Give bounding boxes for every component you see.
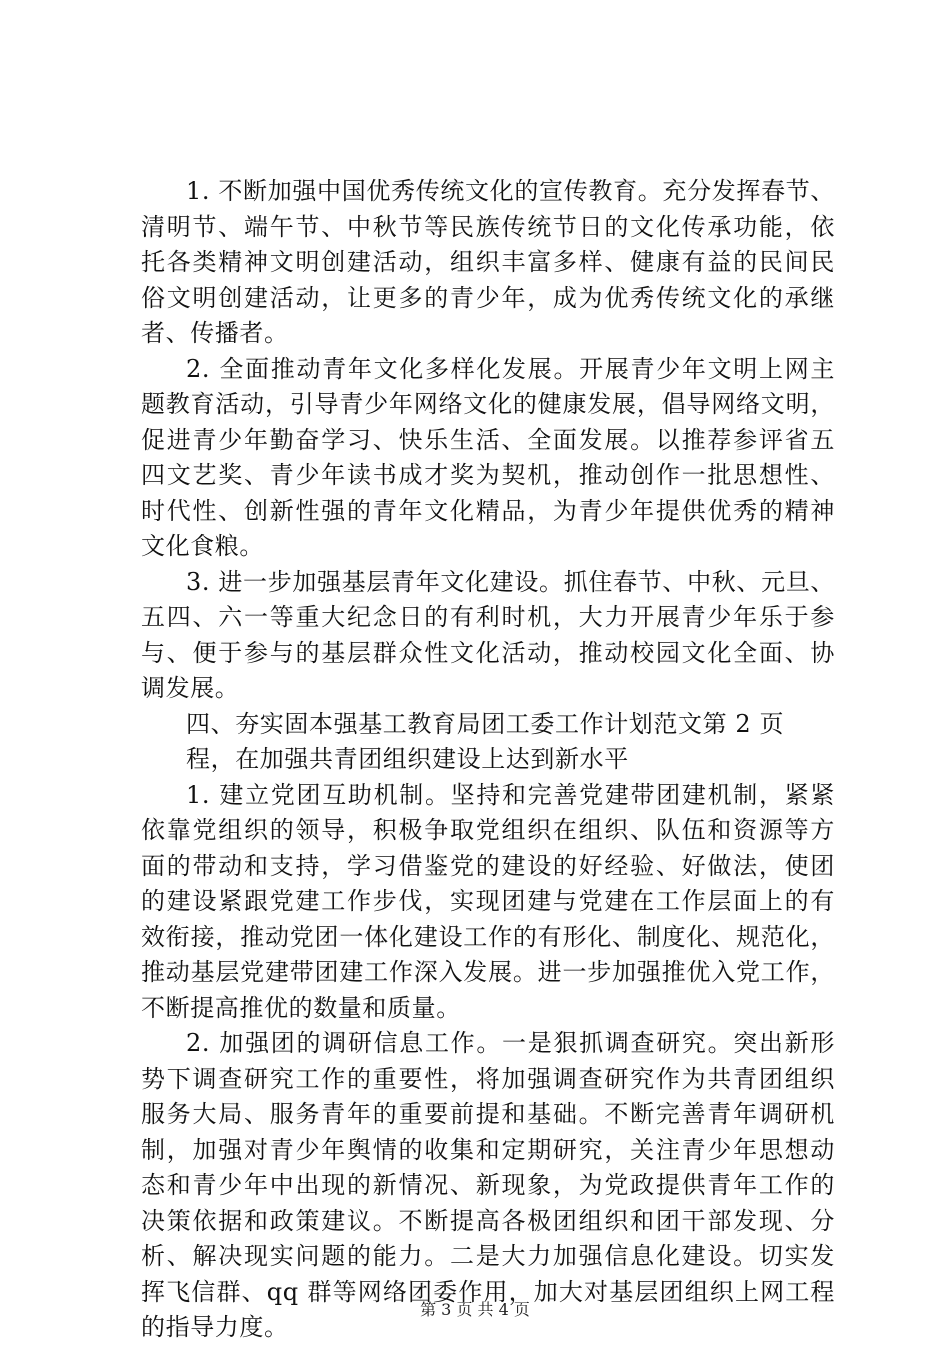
- text-line: 托各类精神文明创建活动，组织丰富多样、健康有益的民间民: [141, 248, 835, 276]
- text-line: 题教育活动，引导青少年网络文化的健康发展，倡导网络文明，: [141, 390, 835, 418]
- text-line: 1. 不断加强中国优秀传统文化的宣传教育。充分发挥春节、: [186, 177, 835, 205]
- text-line: 2. 全面推动青年文化多样化发展。开展青少年文明上网主: [186, 354, 835, 383]
- text-line: 不断提高推优的数量和质量。: [141, 993, 461, 1022]
- text-line: 者、传播者。: [141, 319, 289, 347]
- text-line: 2. 加强团的调研信息工作。一是狠抓调查研究。突出新形: [186, 1029, 835, 1057]
- text-line: 依靠党组织的领导，积极争取党组织在组织、队伍和资源等方: [141, 816, 835, 844]
- text-line: 的建设紧跟党建工作步伐，实现团建与党建在工作层面上的有: [141, 887, 835, 915]
- text-line: 决策依据和政策建议。不断提高各极团组织和团干部发现、分: [141, 1206, 835, 1235]
- text-line: 态和青少年中出现的新情况、新现象，为党政提供青年工作的: [141, 1171, 835, 1199]
- text-line: 的指导力度。: [141, 1313, 289, 1341]
- text-line: 挥飞信群、qq 群等网络团委作用，加大对基层团组织上网工程: [141, 1277, 835, 1306]
- text-line: 效衔接，推动党团一体化建设工作的有形化、制度化、规范化，: [141, 922, 835, 951]
- text-line: 五四、六一等重大纪念日的有利时机，大力开展青少年乐于参: [141, 603, 835, 631]
- text-line: 推动基层党建带团建工作深入发展。进一步加强推优入党工作，: [141, 958, 835, 986]
- document-body: [141, 174, 835, 1346]
- text-line: 势下调查研究工作的重要性，将加强调查研究作为共青团组织: [141, 1064, 835, 1093]
- text-line: 与、便于参与的基层群众性文化活动，推动校园文化全面、协: [141, 638, 835, 667]
- text-line: 制，加强对青少年舆情的收集和定期研究，关注青少年思想动: [141, 1135, 835, 1164]
- text-line: 文化食粮。: [141, 532, 264, 560]
- text-line: 服务大局、服务青年的重要前提和基础。不断完善青年调研机: [141, 1100, 835, 1128]
- text-line: 面的带动和支持，学习借鉴党的建设的好经验、好做法，使团: [141, 851, 835, 880]
- text-line: 促进青少年勤奋学习、快乐生活、全面发展。以推荐参评省五: [141, 425, 835, 454]
- text-line: 时代性、创新性强的青年文化精品，为青少年提供优秀的精神: [141, 496, 835, 525]
- text-line: 析、解决现实问题的能力。二是大力加强信息化建设。切实发: [141, 1242, 835, 1270]
- text-line: 调发展。: [141, 674, 240, 702]
- text-line: 四文艺奖、青少年读书成才奖为契机，推动创作一批思想性、: [141, 461, 835, 489]
- text-line: 清明节、端午节、中秋节等民族传统节日的文化传承功能，依: [141, 212, 835, 241]
- text-line: 程，在加强共青团组织建设上达到新水平: [186, 745, 629, 773]
- text-line: 俗文明创建活动，让更多的青少年，成为优秀传统文化的承继: [141, 283, 835, 312]
- page-footer: 第 3 页 共 4 页: [420, 1300, 530, 1319]
- text-line: 3. 进一步加强基层青年文化建设。抓住春节、中秋、元旦、: [186, 567, 835, 596]
- text-line: 四、夯实固本强基工教育局团工委工作计划范文第 2 页: [186, 709, 785, 738]
- text-line: 1. 建立党团互助机制。坚持和完善党建带团建机制，紧紧: [186, 780, 835, 809]
